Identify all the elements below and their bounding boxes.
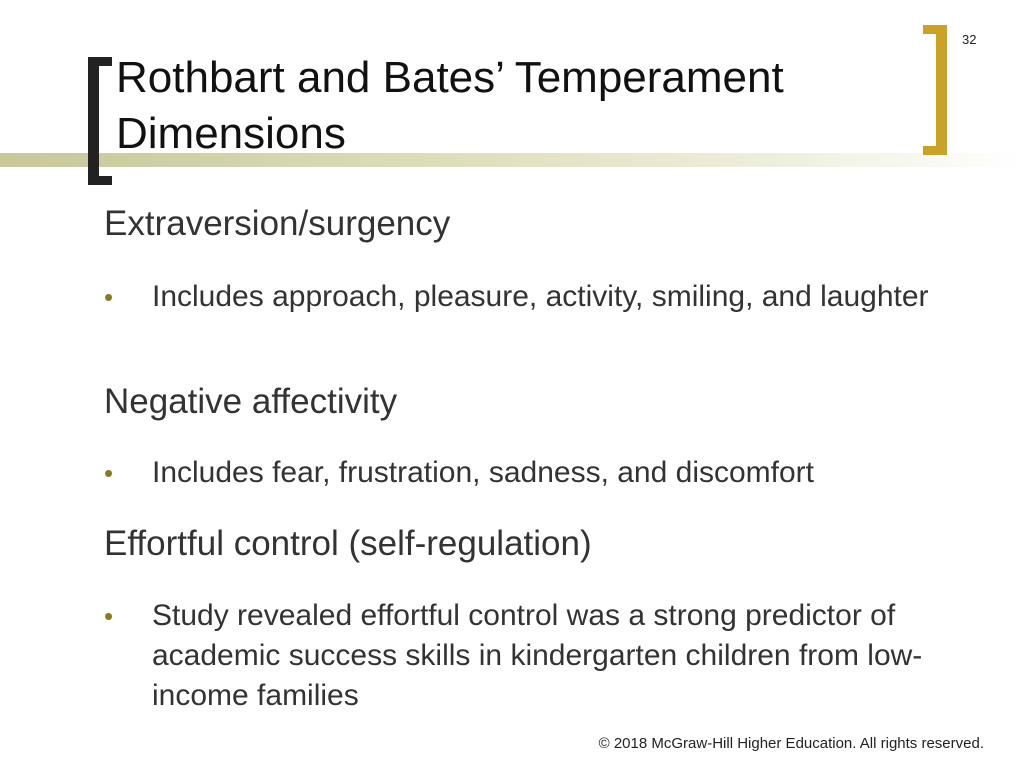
- section-heading-negative-affectivity: Negative affectivity: [104, 382, 398, 421]
- bullet-text: Includes fear, frustration, sadness, and discomfort: [152, 456, 815, 489]
- bullet-icon: •: [104, 601, 114, 631]
- bullet-text: Study revealed effortful control was a strong predictor of academic success skills in kindergarten children from low-income families: [152, 599, 923, 712]
- section-heading-extraversion: Extraversion/surgency: [104, 204, 451, 243]
- bullet-icon: •: [104, 282, 114, 312]
- bullet-icon: •: [104, 458, 114, 488]
- bullet-text: Includes approach, pleasure, activity, smiling, and laughter: [152, 280, 929, 313]
- slide-number: 32: [962, 32, 977, 47]
- left-bracket-icon: [88, 57, 99, 185]
- title-line-1: Rothbart and Bates’ Temperament: [116, 53, 784, 102]
- right-bracket-icon: [936, 25, 947, 155]
- title-line-2: Dimensions: [116, 109, 346, 158]
- copyright-footer: © 2018 McGraw-Hill Higher Education. All rights reserved.: [598, 735, 984, 752]
- section-heading-effortful-control: Effortful control (self-regulation): [104, 524, 592, 563]
- slide-title: [116, 50, 916, 162]
